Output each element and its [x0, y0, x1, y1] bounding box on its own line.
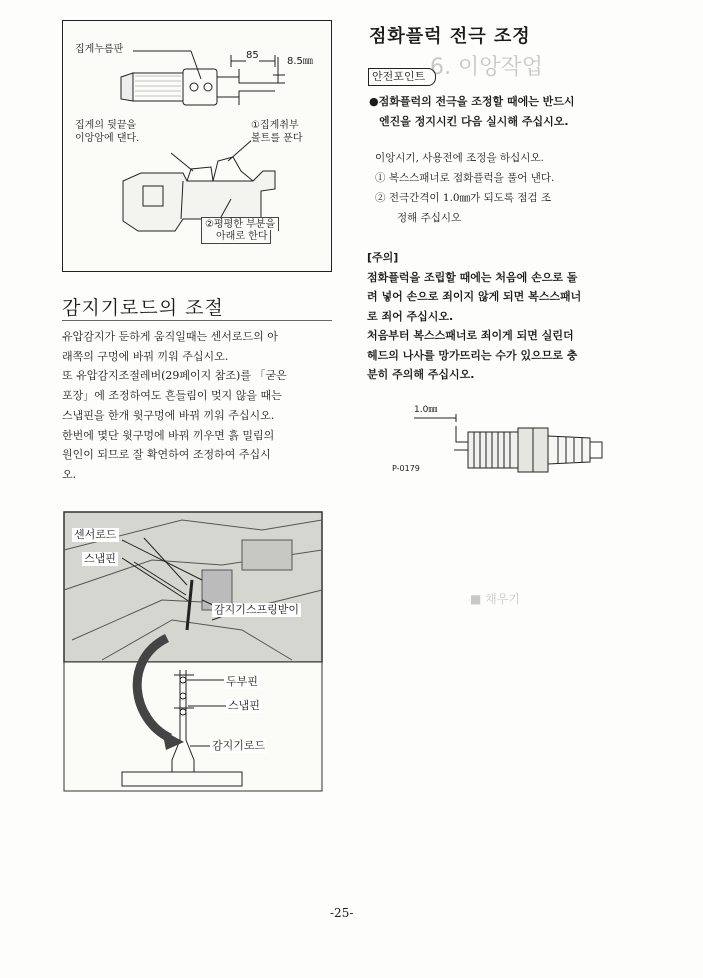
show-through-text: ■ 채우기: [470, 592, 520, 606]
caution-line: 처음부터 복스스패너로 죄이게 되면 실린더: [367, 329, 574, 342]
step-1: ① 복스스패너로 점화플럭을 풀어 낸다.: [375, 172, 555, 184]
sensor-rod-label: 센서로드: [74, 528, 117, 541]
spark-figure-code: P-0179: [392, 464, 420, 473]
sensor-rod-lower-label: 감지기로드: [212, 739, 266, 752]
body-line: 래쪽의 구멍에 바꿔 끼워 주십시오.: [62, 349, 229, 363]
spark-gap-label: 1.0㎜: [414, 405, 438, 415]
safety-line: ●점화플럭의 전극을 조정할 때에는 반드시: [369, 95, 575, 108]
body-line: 스냅핀을 한개 윗구멍에 바꿔 끼워 주십시오.: [62, 408, 275, 422]
step-2: ② 전극간격이 1.0㎜가 되도록 점검 조: [375, 192, 552, 204]
caution-title: [주의]: [367, 251, 399, 264]
sensor-rod-section-title: 감지기로드의 조절: [62, 297, 224, 319]
safety-point-tag: 안전포인트: [368, 68, 436, 86]
sensor-rod-figure: [62, 510, 324, 793]
clamp-adjust-figure: [62, 20, 332, 272]
body-line: 한번에 몇단 윗구멍에 바꿔 끼우면 흙 밀림의: [62, 428, 275, 442]
caution-line: 로 죄어 주십시오.: [367, 309, 454, 323]
sensor-rod-body-text: [62, 327, 287, 485]
show-through-text: 6. 이앙작업: [430, 55, 543, 80]
section-title-underline: [62, 320, 332, 321]
head-pin-label: 두부핀: [226, 675, 258, 688]
clamp-tip-label-2: 이앙암에 댄다.: [75, 133, 140, 144]
dimension-85-label: 85: [246, 50, 259, 61]
body-line: 원인이 되므로 잘 확연하여 조정하여 주십시: [62, 448, 271, 462]
flat-side-label-1: ②평평한 부분을: [201, 217, 279, 231]
body-line: 오.: [62, 467, 77, 481]
body-line: 포장」에 조정하여도 흔들림이 멎지 않을 때는: [62, 389, 282, 403]
caution-line: 점화플럭을 조립할 때에는 처음에 손으로 돌: [367, 270, 578, 284]
body-line: 또 유압감지조절레버(29페이지 참조)를 「굳은: [62, 369, 287, 383]
caution-line: 려 넣어 손으로 죄이지 않게 되면 복스스패너: [367, 290, 582, 303]
snap-pin-label: 스냅핀: [84, 552, 116, 565]
step-2-cont: 정해 주십시오: [397, 212, 462, 224]
flat-side-label-2: 아래로 한다: [201, 230, 271, 244]
spark-plug-section-title: 점화플럭 전극 조정: [369, 26, 531, 47]
caution-line: 분히 주의해 주십시오.: [367, 368, 475, 381]
caution-line: 헤드의 나사를 망가뜨리는 수가 있으므로 충: [367, 348, 578, 362]
page-number: -25-: [330, 906, 354, 920]
clamp-plate-label: 집게누름판: [75, 44, 124, 55]
safety-text: [369, 92, 575, 131]
steps-intro: 이앙시기, 사용전에 조정을 하십시오.: [375, 152, 544, 164]
caution-block: [367, 248, 581, 385]
dimension-8-5mm-label: 8.5㎜: [287, 56, 313, 67]
snap-pin-lower-label: 스냅핀: [228, 699, 260, 712]
clamp-bolt-label-1: ①집게취부: [251, 120, 299, 131]
body-line: 유압감지가 둔하게 움직일때는 센서로드의 아: [62, 330, 278, 343]
steps-text: [375, 148, 554, 228]
sensor-spring-seat-label: 감지기스프링받이: [214, 603, 300, 616]
spark-plug-figure: [380, 398, 610, 478]
safety-line: 엔진을 정지시킨 다음 실시해 주십시오.: [379, 114, 569, 128]
clamp-tip-label-1: 집게의 뒷끝을: [75, 120, 137, 131]
clamp-bolt-label-2: 볼트를 푼다: [251, 133, 303, 144]
